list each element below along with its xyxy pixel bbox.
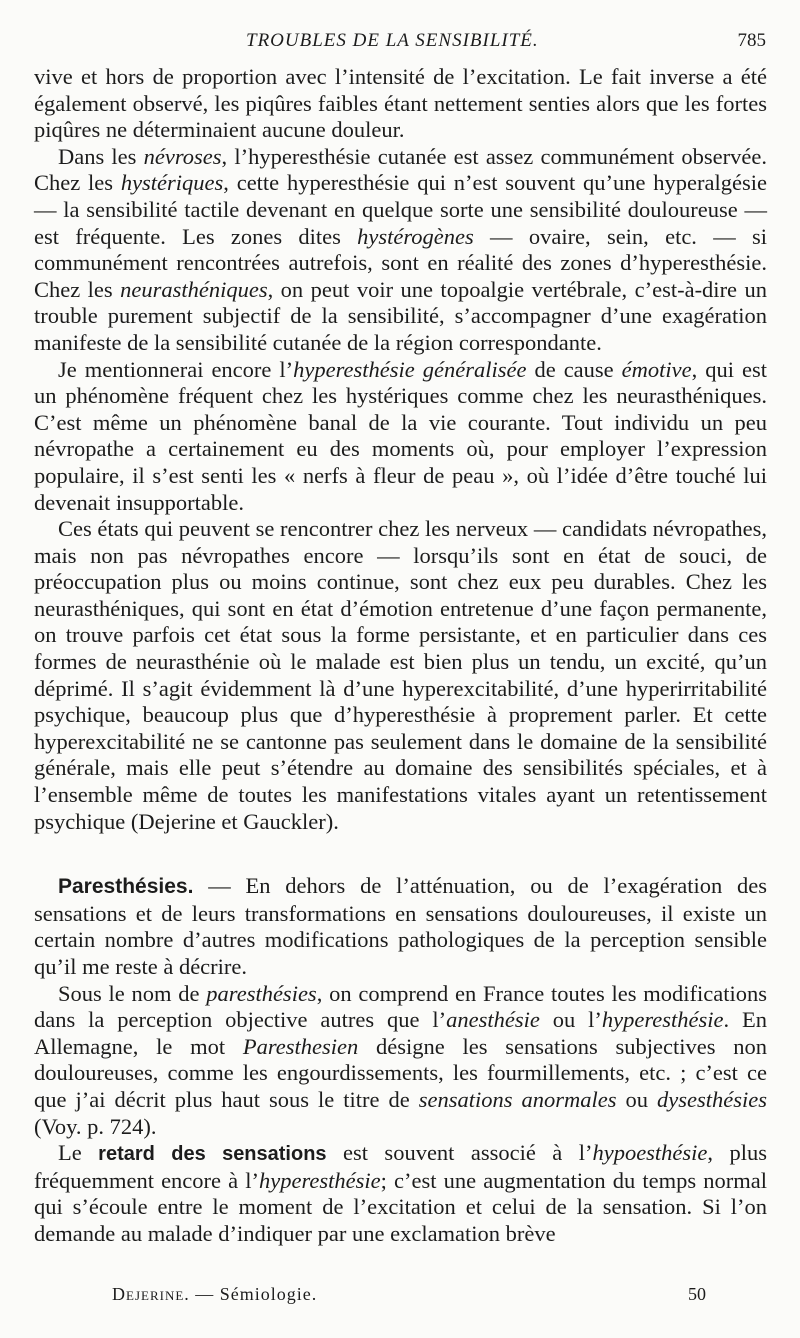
body-text <box>34 64 767 1248</box>
paragraph-7 <box>34 1140 767 1247</box>
text-run: de cause <box>526 356 622 382</box>
signature-mark: 50 <box>688 1284 706 1304</box>
italic-run: Paresthesien <box>242 1033 359 1059</box>
italic-run: névroses <box>143 143 222 169</box>
section-gap <box>34 835 767 873</box>
footer-author <box>112 1284 317 1305</box>
text-run: , cette hyperesthésie qui n’est souvent qu’une hyperalgésie — la sensibilité tactile devenant en quelque sorte une sensibilité douloureuse — est fréquente. Les zones dites <box>34 170 768 249</box>
paragraph-6 <box>34 981 767 1141</box>
text-run: désigne les sensations subjectives non douloureuses, comme les engourdissements, les fourmillements, etc. ; c’est ce que j’ai décrit plus haut sous le titre de <box>34 1033 767 1112</box>
paragraph-1: vive et hors de proportion avec l’intensité de l’excitation. Le fait inverse a été également observé, les piqûres faibles étant nettement senties alors que les fortes piqûres ne déterminaient aucune douleur. <box>34 64 767 143</box>
text-run: Sous le nom de <box>58 980 207 1006</box>
paragraph-4: Ces états qui peuvent se rencontrer chez les nerveux — candidats névropathes, mais non pas névropathes encore — lorsqu’ils sont en état de souci, de préoccupation plus ou moins continue, sont chez eux peu durables. Chez les neurasthéniques, qui sont en état d’émotion entretenue d’une façon permanente, on trouve parfois cet état sous la forme persistante, et en particulier dans ces formes de neurasthénie où le malade est bien plus un tendu, un excité, qu’un déprimé. Il s’agit évidemment là d’une hyperexcitabilité, d’une hyperirritabilité psychique, beaucoup plus que d’hyperesthésie à proprement parler. Et cette hyperexcitabilité ne se cantonne pas seulement dans le domaine de la sensibilité générale, mais elle peut s’étendre au domaine des sensibilités spéciales, et à l’ensemble même de toutes les manifestations vitales ayant un retentissement psychique (Dejerine et Gauckler). <box>34 516 767 834</box>
text-run: . En Allemagne, le mot <box>34 1007 767 1059</box>
italic-run: hypoesthésie <box>592 1140 708 1166</box>
text-run: , plus fréquemment encore à l’ <box>34 1140 767 1193</box>
paragraph-2 <box>34 144 767 357</box>
running-header <box>0 30 800 54</box>
text-run: ; c’est une augmentation du temps normal qui s’écoule entre le moment de l’excitation et celui de la sensation. Si l’on demande au malade d’indiquer par une exclamation brève <box>34 1167 767 1246</box>
italic-run: hyperesthésie <box>259 1167 381 1193</box>
text-run: , on comprend en France toutes les modifications dans la perception objective autres que l’ <box>34 980 767 1033</box>
italic-run: anesthésie <box>446 1007 540 1033</box>
book-title: — Sémiologie. <box>195 1284 318 1304</box>
page-footer <box>0 1284 800 1308</box>
text-run: Dans les <box>58 143 144 169</box>
text-run: — En dehors de l’atténuation, ou de l’exagération des sensations et de leurs transformations en sensations douloureuses, il existe un certain nombre d’autres modifications pathologiques de la perception sensible qu’il me reste à décrire. <box>34 873 767 979</box>
page-number: 785 <box>737 30 766 51</box>
italic-run: paresthésies <box>206 980 317 1006</box>
paragraph-5 <box>34 873 767 980</box>
text-run: , l’hyperesthésie cutanée est assez communément observée. Chez les <box>34 143 767 196</box>
italic-run: neurasthéniques <box>120 276 268 302</box>
text-run: , qui est un phénomène fréquent chez les hystériques comme chez les neurasthéniques. C’est même un phénomène banal de la vie courante. Tout individu un peu névropathe a certainement eu des moments où, pour employer l’expression populaire, il s’est senti les « nerfs à fleur de peau », où l’idée d’être touché lui devenait insupportable. <box>34 356 767 515</box>
italic-run: dysesthésies <box>657 1086 767 1112</box>
bold-run: retard des sensations <box>98 1143 327 1166</box>
text-run: (Voy. p. 724). <box>34 1113 157 1139</box>
text-run: Je mentionnerai encore l’ <box>58 356 294 382</box>
italic-run: hystériques <box>120 170 224 196</box>
section-heading: Paresthésies. <box>58 875 194 899</box>
italic-run: hystérogènes <box>357 223 474 249</box>
italic-run: émotive <box>621 356 692 382</box>
text-run: — ovaire, sein, etc. — si communément rencontrées autrefois, sont en réalité des zones d’hyperesthésie. Chez les <box>34 223 767 302</box>
italic-run: hyperesthésie généralisée <box>293 356 527 382</box>
text-run: , on peut voir une topoalgie vertébrale, c’est-à-dire un trouble purement subjectif de la sensibilité, s’accompagner d’une exagération manifeste de la sensibilité cutanée de la région correspondante. <box>34 276 767 355</box>
italic-run: hyperesthésie <box>601 1007 724 1033</box>
author-name: Dejerine. <box>112 1284 190 1304</box>
italic-run: sensations anormales <box>418 1086 617 1112</box>
text-run: ou l’ <box>539 1007 602 1033</box>
paragraph-3 <box>34 357 767 517</box>
running-title: TROUBLES DE LA SENSIBILITÉ. <box>246 30 539 51</box>
text-run: Le <box>58 1140 99 1166</box>
text-run: est souvent associé à l’ <box>326 1140 593 1166</box>
text-run: ou <box>616 1086 658 1112</box>
